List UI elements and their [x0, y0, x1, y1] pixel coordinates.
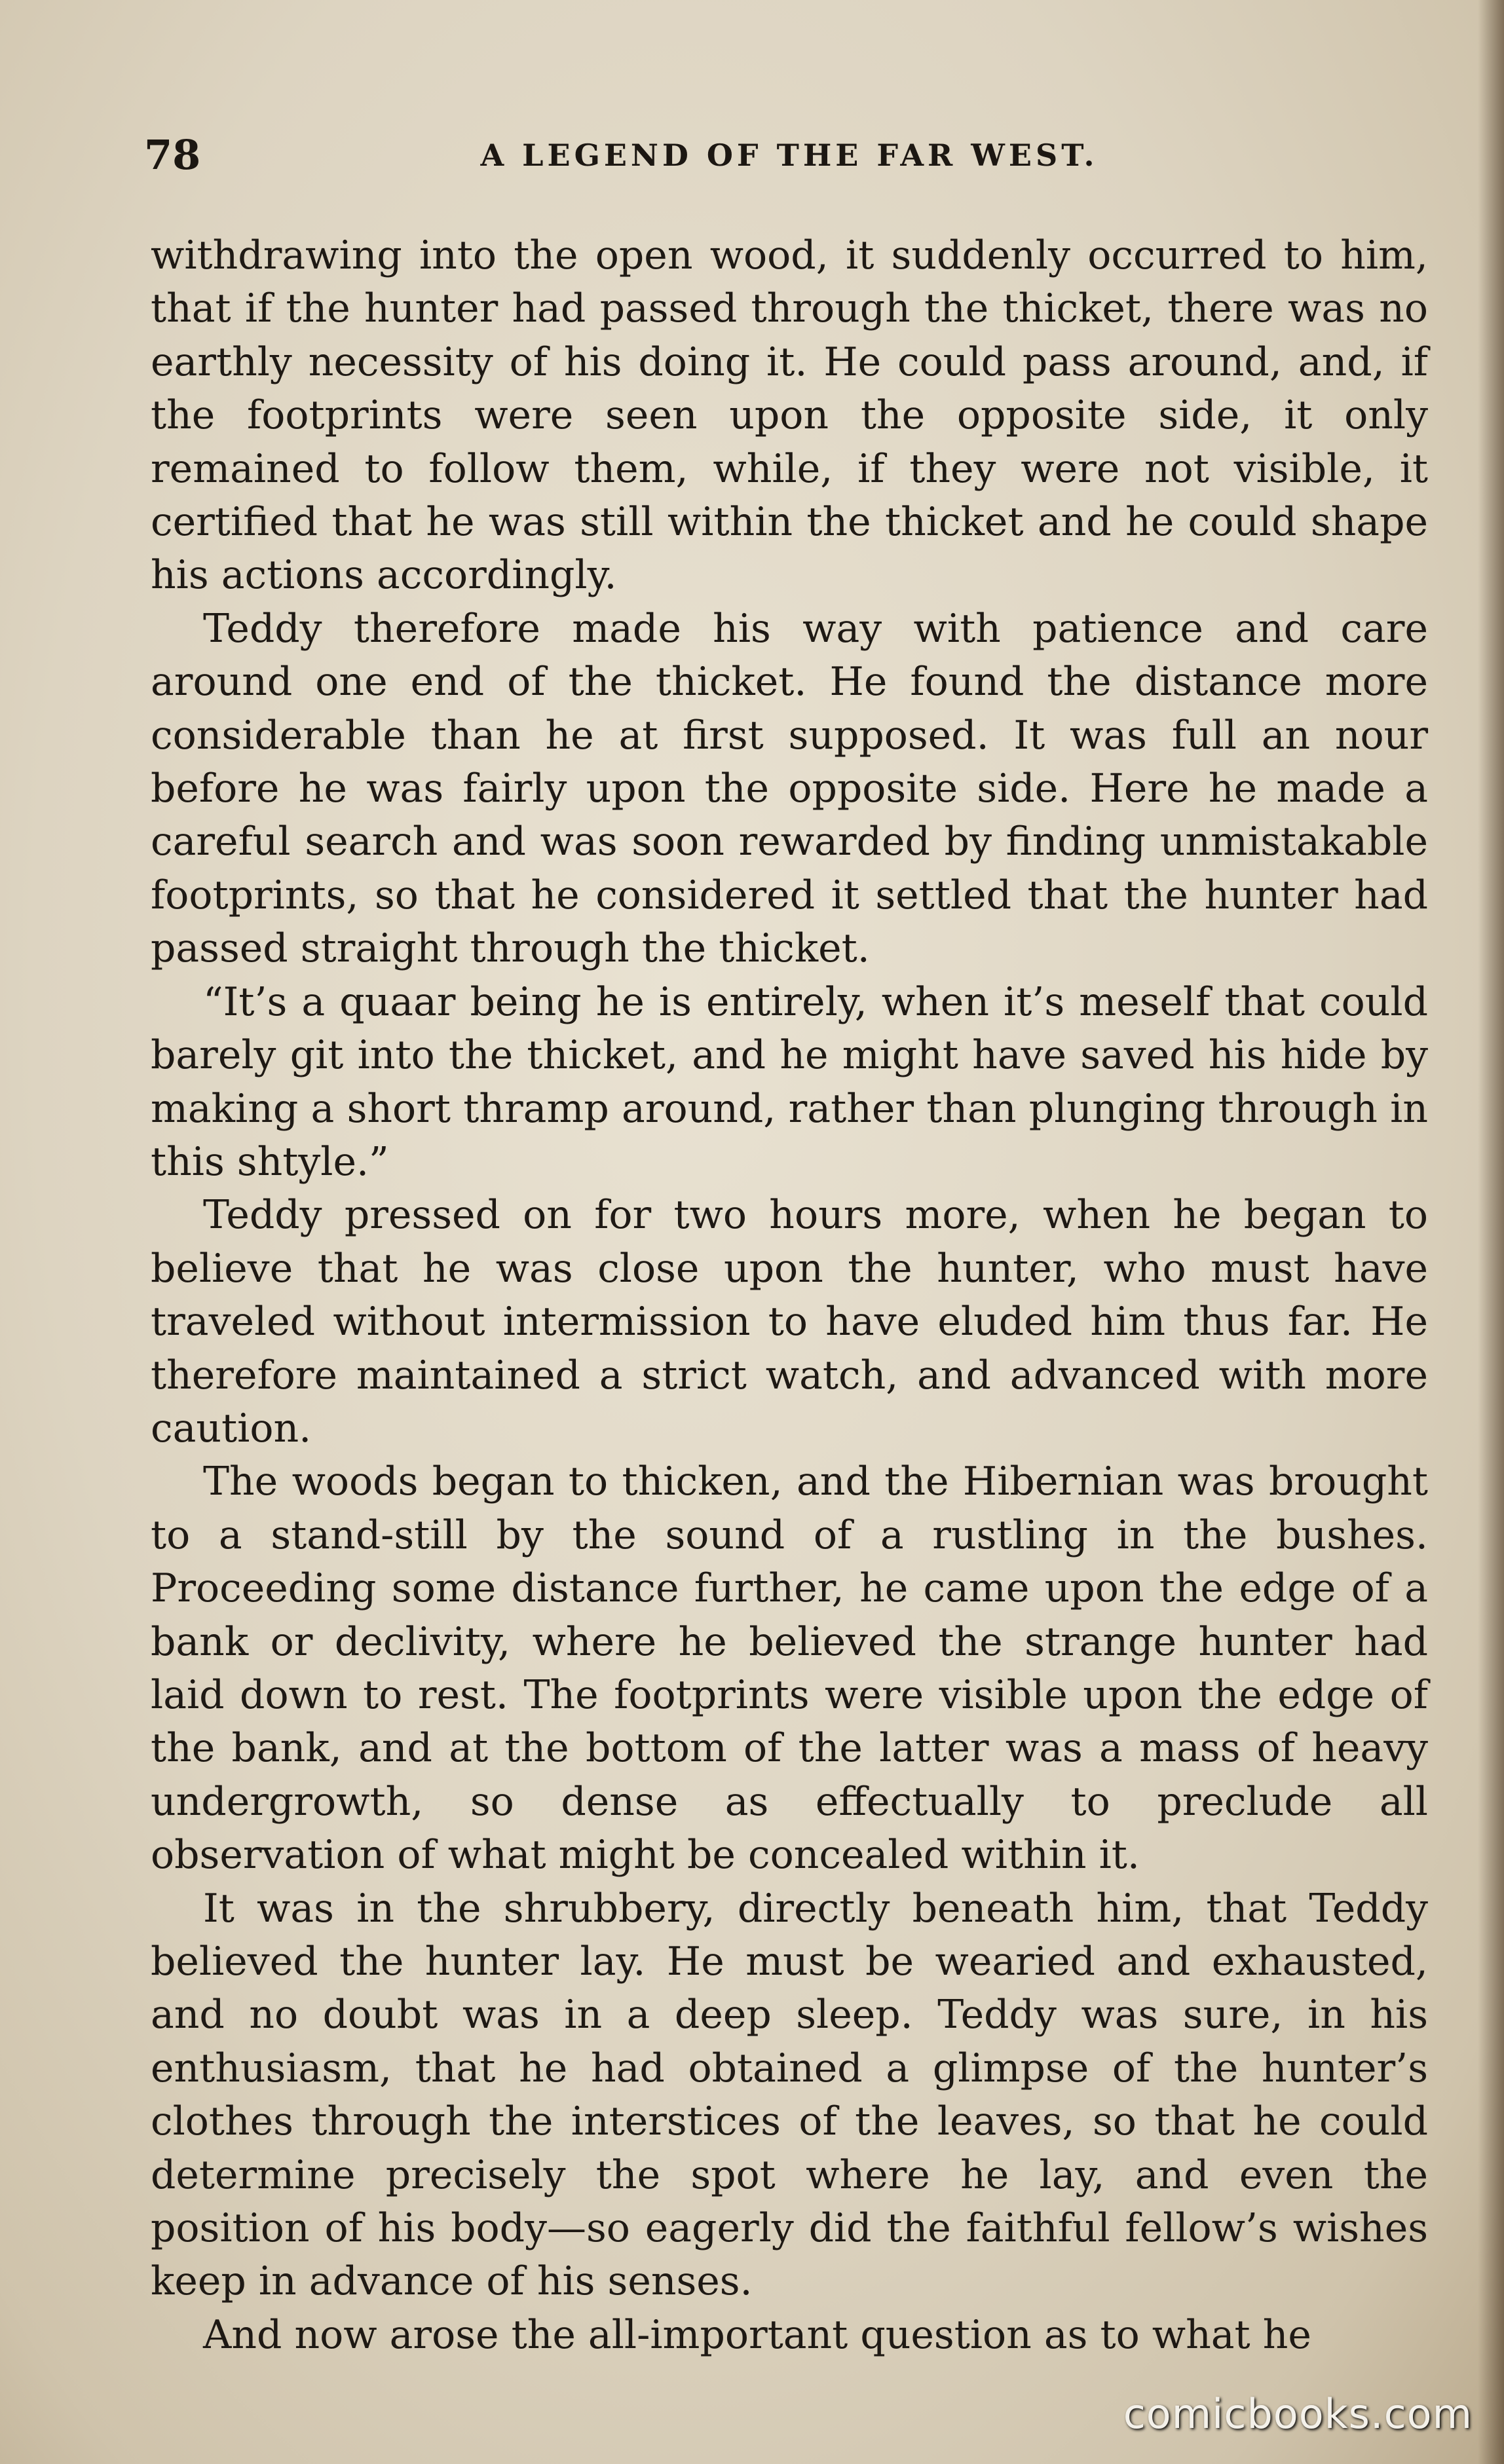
paragraph: withdrawing into the open wood, it suddenly occurred to him, that if the hunter had passed through the thicket, there was no earthly necessity of his doing it. He could pass around, and, if the footprints were seen upon the opposite side, it only remained to follow them, while, if they were not visible, it certified that he was still within the thicket and he could shape his actions accordingly.: [151, 233, 1428, 599]
watermark: comicbooks.com: [1123, 2390, 1473, 2438]
paragraph: It was in the shrubbery, directly beneath him, that Teddy believed the hunter lay. He must be wearied and exhausted, and no doubt was in a deep sleep. Teddy was sure, in his enthusiasm, that he had obtained a glimpse of the hunter’s clothes through the interstices of the leaves, so that he could determine precisely the spot where he lay, and even the position of his body—so eagerly did the faithful fellow’s wishes keep in advance of his senses.: [151, 1885, 1428, 2305]
paragraph: “It’s a quaar being he is entirely, when it’s meself that could barely git into the thicket, and he might have saved his hide by making a short thramp around, rather than plunging through in this shtyle.”: [151, 979, 1428, 1185]
paragraph: The woods began to thicken, and the Hibernian was brought to a stand-still by the sound of a rustling in the bushes. Proceeding some distance further, he came upon the edge of a bank or declivity, where he believed the strange hunter had laid down to rest. The footprints were visible upon the edge of the bank, and at the bottom of the latter was a mass of heavy undergrowth, so dense as effectually to preclude all observation of what might be concealed within it.: [151, 1459, 1428, 1878]
page-header: [144, 131, 1435, 190]
page-number: 78: [144, 131, 201, 179]
paragraph: Teddy therefore made his way with patience and care around one end of the thicket. He found the distance more considerable than he at first supposed. It was full an nour before he was fairly upon the opposite side. Here he made a careful search and was soon rewarded by finding unmistakable footprints, so that he considered it settled that the hunter had passed straight through the thicket.: [151, 605, 1428, 972]
paragraph: And now arose the all-important question as to what he: [203, 2311, 1311, 2358]
running-title: A LEGEND OF THE FAR WEST.: [480, 138, 1099, 173]
paragraph: Teddy pressed on for two hours more, when he began to believe that he was close upon the hunter, who must have traveled without intermission to have eluded him thus far. He therefore maintained a strict watch, and advanced with more caution.: [151, 1192, 1428, 1451]
body-text: [151, 229, 1428, 2362]
page-edge-shadow: [1478, 0, 1504, 2464]
